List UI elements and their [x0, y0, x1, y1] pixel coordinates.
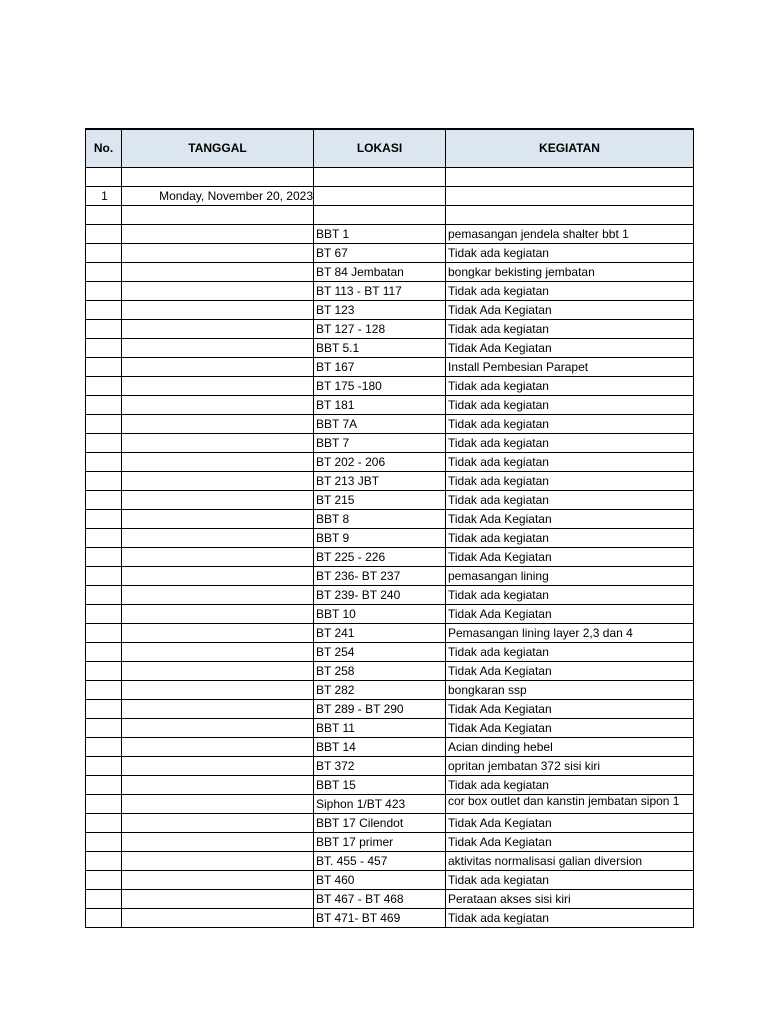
- row-kegiatan: Tidak ada kegiatan: [446, 472, 694, 491]
- table-row: [86, 263, 694, 282]
- table-row: [86, 472, 694, 491]
- row-date-cell: [122, 605, 314, 624]
- row-lokasi: BT. 455 - 457: [314, 852, 446, 871]
- table-row: [86, 548, 694, 567]
- row-number-cell: [86, 282, 122, 301]
- row-kegiatan: Tidak ada kegiatan: [446, 377, 694, 396]
- row-kegiatan: Tidak Ada Kegiatan: [446, 301, 694, 320]
- row-kegiatan: Tidak ada kegiatan: [446, 396, 694, 415]
- row-lokasi: BBT 15: [314, 776, 446, 795]
- row-date-cell: [122, 586, 314, 605]
- table-row: [86, 738, 694, 757]
- row-kegiatan: Tidak Ada Kegiatan: [446, 662, 694, 681]
- row-lokasi: BT 175 -180: [314, 377, 446, 396]
- row-date-cell: [122, 681, 314, 700]
- row-lokasi: BT 258: [314, 662, 446, 681]
- row-number-cell: [86, 339, 122, 358]
- row-kegiatan: Tidak Ada Kegiatan: [446, 339, 694, 358]
- row-number-cell: [86, 491, 122, 510]
- row-number-cell: [86, 890, 122, 909]
- row-kegiatan: pemasangan jendela shalter bbt 1: [446, 225, 694, 244]
- row-lokasi: BT 181: [314, 396, 446, 415]
- row-kegiatan: Tidak Ada Kegiatan: [446, 814, 694, 833]
- row-number-cell: [86, 624, 122, 643]
- row-kegiatan: opritan jembatan 372 sisi kiri: [446, 757, 694, 776]
- row-lokasi: BT 460: [314, 871, 446, 890]
- row-kegiatan: Tidak ada kegiatan: [446, 244, 694, 263]
- row-number-cell: [86, 814, 122, 833]
- row-lokasi: BT 282: [314, 681, 446, 700]
- row-lokasi: BT 202 - 206: [314, 453, 446, 472]
- header-lokasi: LOKASI: [314, 129, 446, 168]
- table-row: [86, 491, 694, 510]
- row-date-cell: [122, 567, 314, 586]
- row-kegiatan: cor box outlet dan kanstin jembatan sipon 1: [446, 795, 694, 814]
- row-date-cell: [122, 662, 314, 681]
- row-lokasi: BBT 1: [314, 225, 446, 244]
- row-kegiatan: bongkar bekisting jembatan: [446, 263, 694, 282]
- row-number-cell: [86, 263, 122, 282]
- empty-cell: [314, 187, 446, 206]
- row-date-cell: [122, 320, 314, 339]
- row-kegiatan: Tidak ada kegiatan: [446, 282, 694, 301]
- table-row: [86, 225, 694, 244]
- row-lokasi: BT 254: [314, 643, 446, 662]
- table-row: [86, 681, 694, 700]
- row-lokasi: BBT 9: [314, 529, 446, 548]
- row-kegiatan: Perataan akses sisi kiri: [446, 890, 694, 909]
- row-kegiatan: Tidak Ada Kegiatan: [446, 548, 694, 567]
- table-row: [86, 776, 694, 795]
- row-number-cell: [86, 700, 122, 719]
- empty-cell: [446, 187, 694, 206]
- row-kegiatan: Tidak ada kegiatan: [446, 415, 694, 434]
- row-lokasi: BBT 11: [314, 719, 446, 738]
- row-number-cell: [86, 643, 122, 662]
- activity-table: [85, 128, 694, 928]
- row-lokasi: BT 372: [314, 757, 446, 776]
- row-lokasi: BT 225 - 226: [314, 548, 446, 567]
- row-lokasi: BBT 5.1: [314, 339, 446, 358]
- row-date-cell: [122, 852, 314, 871]
- row-number-cell: [86, 833, 122, 852]
- row-number-cell: [86, 605, 122, 624]
- row-date-cell: [122, 415, 314, 434]
- row-number-cell: [86, 871, 122, 890]
- row-number-cell: [86, 757, 122, 776]
- row-kegiatan: bongkaran ssp: [446, 681, 694, 700]
- table-row: [86, 757, 694, 776]
- row-date-cell: [122, 510, 314, 529]
- row-kegiatan: Tidak Ada Kegiatan: [446, 719, 694, 738]
- table-row: [86, 719, 694, 738]
- row-number-cell: [86, 301, 122, 320]
- row-lokasi: BT 471- BT 469: [314, 909, 446, 928]
- row-kegiatan: Tidak ada kegiatan: [446, 434, 694, 453]
- row-number-cell: [86, 396, 122, 415]
- row-lokasi: Siphon 1/BT 423: [314, 795, 446, 814]
- row-number-cell: [86, 529, 122, 548]
- entry-date: Monday, November 20, 2023: [122, 187, 314, 206]
- row-number-cell: [86, 681, 122, 700]
- row-date-cell: [122, 529, 314, 548]
- row-lokasi: BBT 7: [314, 434, 446, 453]
- table-row: [86, 605, 694, 624]
- row-kegiatan: Tidak ada kegiatan: [446, 453, 694, 472]
- row-number-cell: [86, 795, 122, 814]
- row-date-cell: [122, 719, 314, 738]
- row-date-cell: [122, 472, 314, 491]
- table-row: [86, 415, 694, 434]
- empty-cell: [446, 168, 694, 187]
- row-number-cell: [86, 434, 122, 453]
- empty-cell: [86, 168, 122, 187]
- row-date-cell: [122, 757, 314, 776]
- row-lokasi: BT 239- BT 240: [314, 586, 446, 605]
- table-row: [86, 377, 694, 396]
- row-date-cell: [122, 700, 314, 719]
- row-date-cell: [122, 795, 314, 814]
- row-kegiatan: Tidak ada kegiatan: [446, 320, 694, 339]
- row-number-cell: [86, 719, 122, 738]
- row-kegiatan: Tidak ada kegiatan: [446, 776, 694, 795]
- row-date-cell: [122, 833, 314, 852]
- row-date-cell: [122, 396, 314, 415]
- row-kegiatan: Tidak Ada Kegiatan: [446, 833, 694, 852]
- row-kegiatan: Tidak ada kegiatan: [446, 643, 694, 662]
- empty-cell: [122, 206, 314, 225]
- row-lokasi: BT 289 - BT 290: [314, 700, 446, 719]
- row-date-cell: [122, 890, 314, 909]
- row-number-cell: [86, 415, 122, 434]
- row-date-cell: [122, 643, 314, 662]
- table-row: [86, 586, 694, 605]
- row-date-cell: [122, 491, 314, 510]
- empty-cell: [446, 206, 694, 225]
- row-number-cell: [86, 453, 122, 472]
- row-lokasi: BT 167: [314, 358, 446, 377]
- empty-cell: [122, 168, 314, 187]
- row-kegiatan: Pemasangan lining layer 2,3 dan 4: [446, 624, 694, 643]
- row-number-cell: [86, 586, 122, 605]
- table-row: [86, 301, 694, 320]
- row-lokasi: BT 127 - 128: [314, 320, 446, 339]
- table-row: [86, 282, 694, 301]
- empty-cell: [314, 206, 446, 225]
- empty-row: [86, 168, 694, 187]
- header-tanggal: TANGGAL: [122, 129, 314, 168]
- table-row: [86, 909, 694, 928]
- table-row: [86, 320, 694, 339]
- row-date-cell: [122, 377, 314, 396]
- table-row: [86, 871, 694, 890]
- row-number-cell: [86, 472, 122, 491]
- row-kegiatan: Tidak ada kegiatan: [446, 586, 694, 605]
- header-no: No.: [86, 129, 122, 168]
- table-row: [86, 510, 694, 529]
- row-number-cell: [86, 738, 122, 757]
- row-date-cell: [122, 871, 314, 890]
- empty-cell: [86, 206, 122, 225]
- table-row: [86, 358, 694, 377]
- table-row: [86, 700, 694, 719]
- row-kegiatan: Tidak ada kegiatan: [446, 871, 694, 890]
- row-date-cell: [122, 814, 314, 833]
- row-number-cell: [86, 358, 122, 377]
- row-date-cell: [122, 358, 314, 377]
- table-row: [86, 852, 694, 871]
- empty-cell: [314, 168, 446, 187]
- row-lokasi: BBT 7A: [314, 415, 446, 434]
- row-lokasi: BT 113 - BT 117: [314, 282, 446, 301]
- row-date-cell: [122, 339, 314, 358]
- header-kegiatan: KEGIATAN: [446, 129, 694, 168]
- row-kegiatan: Tidak Ada Kegiatan: [446, 510, 694, 529]
- table-row: [86, 795, 694, 814]
- row-date-cell: [122, 225, 314, 244]
- table-row: [86, 814, 694, 833]
- row-number-cell: [86, 244, 122, 263]
- row-lokasi: BBT 17 Cilendot: [314, 814, 446, 833]
- row-lokasi: BBT 14: [314, 738, 446, 757]
- row-kegiatan: Tidak Ada Kegiatan: [446, 700, 694, 719]
- table-row: [86, 643, 694, 662]
- row-kegiatan: aktivitas normalisasi galian diversion: [446, 852, 694, 871]
- row-number-cell: [86, 567, 122, 586]
- table-body: [86, 168, 694, 928]
- row-kegiatan: Install Pembesian Parapet: [446, 358, 694, 377]
- table-row: [86, 339, 694, 358]
- row-number-cell: [86, 662, 122, 681]
- row-date-cell: [122, 244, 314, 263]
- row-number-cell: [86, 510, 122, 529]
- row-date-cell: [122, 453, 314, 472]
- row-date-cell: [122, 624, 314, 643]
- empty-row: [86, 206, 694, 225]
- table-header: [86, 129, 694, 168]
- row-lokasi: BBT 17 primer: [314, 833, 446, 852]
- table-row: [86, 662, 694, 681]
- table-row: [86, 890, 694, 909]
- row-lokasi: BBT 8: [314, 510, 446, 529]
- row-number-cell: [86, 320, 122, 339]
- row-lokasi: BBT 10: [314, 605, 446, 624]
- row-lokasi: BT 236- BT 237: [314, 567, 446, 586]
- row-date-cell: [122, 282, 314, 301]
- table-row: [86, 833, 694, 852]
- entry-row: [86, 187, 694, 206]
- table-row: [86, 529, 694, 548]
- row-lokasi: BT 467 - BT 468: [314, 890, 446, 909]
- table-row: [86, 624, 694, 643]
- table-row: [86, 567, 694, 586]
- row-date-cell: [122, 301, 314, 320]
- row-kegiatan: Tidak ada kegiatan: [446, 909, 694, 928]
- row-date-cell: [122, 263, 314, 282]
- row-number-cell: [86, 776, 122, 795]
- row-date-cell: [122, 738, 314, 757]
- row-number-cell: [86, 909, 122, 928]
- entry-number: 1: [86, 187, 122, 206]
- row-lokasi: BT 84 Jembatan: [314, 263, 446, 282]
- row-number-cell: [86, 377, 122, 396]
- row-kegiatan: pemasangan lining: [446, 567, 694, 586]
- row-kegiatan: Tidak ada kegiatan: [446, 491, 694, 510]
- row-lokasi: BT 215: [314, 491, 446, 510]
- row-number-cell: [86, 852, 122, 871]
- table-row: [86, 396, 694, 415]
- row-kegiatan: Acian dinding hebel: [446, 738, 694, 757]
- row-lokasi: BT 67: [314, 244, 446, 263]
- table-row: [86, 434, 694, 453]
- row-number-cell: [86, 225, 122, 244]
- row-lokasi: BT 241: [314, 624, 446, 643]
- table-row: [86, 453, 694, 472]
- row-kegiatan: Tidak ada kegiatan: [446, 529, 694, 548]
- row-date-cell: [122, 776, 314, 795]
- row-lokasi: BT 213 JBT: [314, 472, 446, 491]
- row-date-cell: [122, 548, 314, 567]
- table-row: [86, 244, 694, 263]
- row-number-cell: [86, 548, 122, 567]
- row-lokasi: BT 123: [314, 301, 446, 320]
- row-kegiatan: Tidak Ada Kegiatan: [446, 605, 694, 624]
- row-date-cell: [122, 434, 314, 453]
- row-date-cell: [122, 909, 314, 928]
